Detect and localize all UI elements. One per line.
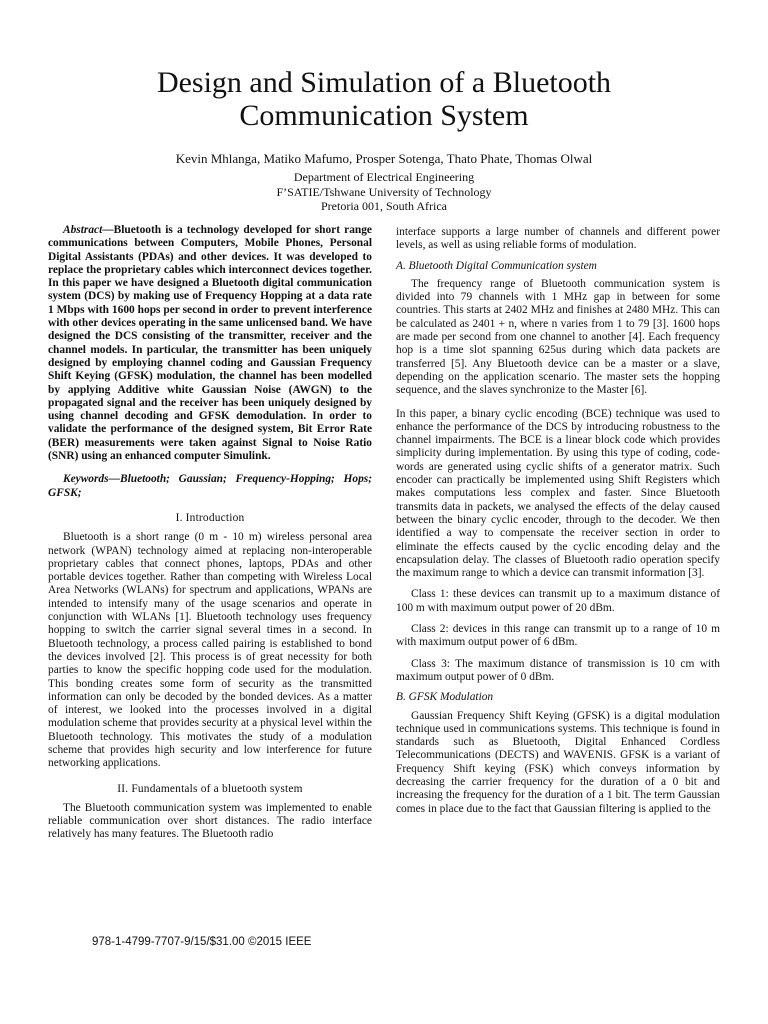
abstract-label: Abstract [63,224,103,236]
abstract-text: —Bluetooth is a technology developed for short range communications between Computers, Mobile Phones, Personal Digital Assistants (PDAs) and other devices. It was developed to replace the proprietary cables which interconnect devices together. In this paper we have designed a Bluetooth digital communication system (DCS) by making use of Frequency Hopping at a data rate 1 Mbps with 1600 hops per second in order to prevent interference with other devices operating in the same unlicensed band. We have designed the DCS consisting of the transmitter, receiver and the channel models. In particular, the transmitter has been uniquely designed by employing channel coding and Gaussian Frequency Shift Keying (GFSK) modulation, the channel has been modelled by applying Additive white Gaussian Noise (AWGN) to the propagated signal and the receiver has been uniquely designed by using channel decoding and GFSK demodulation. In order to validate the performance of the designed system, Bit Error Rate (BER) measurements were taken against Signal to Noise Ratio (SNR) using an enhanced computer Simulink. [48,224,372,463]
fundamentals-paragraph: The Bluetooth communication system was implemented to enable reliable communication over short distances. The radio interface relatively has many features. The Bluetooth radio [48,801,372,841]
subsection-heading-a: A. Bluetooth Digital Communication system [396,259,597,272]
section-heading-fundamentals: II. Fundamentals of a bluetooth system [117,782,303,795]
introduction-paragraph: Bluetooth is a short range (0 m - 10 m) wireless personal area network (WPAN) technology aimed at replacing non-interoperable proprietary cables that connect phones, laptops, PDAs and other portable devices together. Rather than competing with Wireless Local Area Networks (WLANs) for spectrum and applications, WPANs are intended to intensify many of the usage scenarios and operate in conjunction with WLANs [1]. Bluetooth technology uses frequency hopping to switch the carrier signal several times in a second. In Bluetooth technology, a process called pairing is established to bond the devices involved [2]. This process is of great necessity for both parties to know the specific hopping code used for the modulation. This bonding creates some form of security as the transmitted information can only be decoded by the bonded devices. As a matter of interest, we looked into the processes involved in a digital modulation scheme that provides security at a physical level within the Bluetooth technology. This motivates the study of a modulation scheme that provides high security and low interference for future networking applications. [48,531,372,770]
affiliation-university: F’SATIE/Tshwane University of Technology [276,184,492,199]
abstract [48,224,372,463]
left-column [48,224,372,842]
paper-title [0,66,768,132]
keywords [48,473,372,500]
subsection-heading-b: B. GFSK Modulation [396,691,494,704]
title-line-2: Communication System [239,99,529,132]
affiliation-department: Department of Electrical Engineering [293,170,475,184]
affiliation-location: Pretoria 001, South Africa [321,199,447,213]
right-column [396,226,720,816]
section-heading-introduction: I. Introduction [175,511,245,524]
subsection-a-paragraph-2: In this paper, a binary cyclic encoding (BCE) technique was used to enhance the performance of the DCS by introducing robustness to the channel impairments. The BCE is a linear block code which provides simplicity during implementation. By using this type of coding, code-words are generated using cyclic shifts of a generator matrix. Such encoder can practically be implemented using Shift Registers which makes computations less complex and faster. Since Bluetooth transmits data in packets, we analysed the effects of the delay caused between the binary cyclic encoder, through to the decoder. We then identified a way to compensate the receiver section in order to eliminate the effects caused by the cyclic encoding delay and the encapsulation delay. The classes of Bluetooth radio operation specify the maximum range to which a device can transmit information [3]. [396,407,720,580]
title-line-1: Design and Simulation of a Bluetooth [156,66,612,99]
class-2-paragraph: Class 2: devices in this range can transmit up to a range of 10 m with maximum output power of 6 dBm. [396,623,720,649]
author-list: Kevin Mhlanga, Matiko Mafumo, Prosper Sotenga, Thato Phate, Thomas Olwal [175,151,593,166]
subsection-a-paragraph-1: The frequency range of Bluetooth communication system is divided into 79 channels with 1 MHz gap in between for some countries. This starts at 2402 MHz and finishes at 2480 MHz. This can be calculated as 2401 + n, where n varies from 1 to 79 [3]. 1600 hops are made per second from one channel to another [4]. Each frequency hop is a time slot spanning 625us during which data packets are transferred [5]. Any Bluetooth device can be a master or a slave, depending on the application scenario. The master sets the hopping sequence, and the slaves synchronize to the Master [6]. [396,277,720,397]
keywords-text: —Bluetooth; Gaussian; Frequency-Hopping; Hops; GFSK; [48,473,372,499]
subsection-b-paragraph-1: Gaussian Frequency Shift Keying (GFSK) is a digital modulation technique used in communications systems. This technique is found in standards such as Bluetooth, Digital Enhanced Cordless Telecommunications (DECTS) and WAVENIS. GFSK is a variant of Frequency Shift keying (FSK) which conveys information by decreasing the carrier frequency for the duration of a 0 bit and increasing the frequency for the duration of a 1 bit. The term Gaussian comes in place due to the fact that Gaussian filtering is applied to the [396,709,720,815]
continued-paragraph: interface supports a large number of channels and different power levels, as well as using reliable forms of modulation. [396,226,720,252]
class-1-paragraph: Class 1: these devices can transmit up to a maximum distance of 100 m with maximum output power of 20 dBm. [396,588,720,614]
class-3-paragraph: Class 3: The maximum distance of transmission is 10 cm with maximum output power of 0 dBm. [396,657,720,683]
copyright-footer: 978-1-4799-7707-9/15/$31.00 ©2015 IEEE [92,936,312,948]
affiliation-block [0,170,768,214]
keywords-label: Keywords [63,473,109,486]
